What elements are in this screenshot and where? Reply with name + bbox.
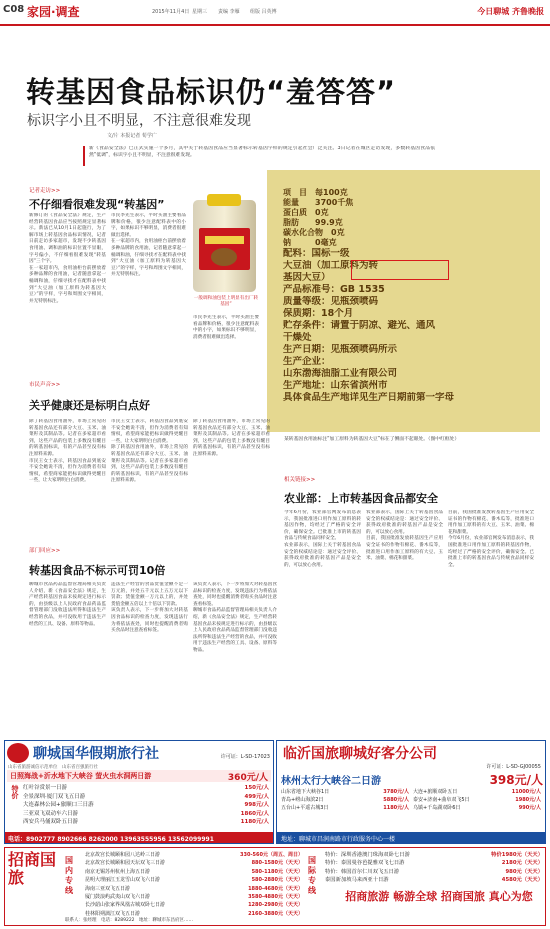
label-line: 能量 3700千焦 <box>283 198 354 207</box>
s3-col3 <box>193 582 277 730</box>
date: 2015年11月4日 <box>152 9 190 15</box>
label-line: 生产地址：山东省滨州市 <box>283 380 388 391</box>
route-row: 泰国新加坡马来西亚十日游 4580元（天天） <box>325 877 543 884</box>
subheadline: 标识字小且不明显，不注意很难发现 <box>27 113 251 129</box>
s1-col2 <box>111 213 186 373</box>
layout: 组版 吕英博 <box>250 9 277 15</box>
route-row: 泰安+济南+曲阜双飞5日 1980元/人 <box>413 797 541 803</box>
s1-p4: 市民李先生表示，平时买油主要看品牌和价格，很少注意配料表中的小字，如果标识不够明显，消费者很难做出选择。 <box>111 213 186 238</box>
s1-p4b: 市民李先生表示，平时买油主要看品牌和价格，很少注意配料表中的小字，如果标识不够明显，消费者很难做出选择。 <box>193 315 259 340</box>
related-kicker: 相关链接>> <box>284 477 316 483</box>
related-p1: 今年6月份，农业部官网发布消息表示，我国批准进口用作加工原料的转基因作物，均经过了严格的安全评价，确保安全。已批准上市的转基因食品与传统食品同样安全。 <box>284 510 361 542</box>
highlight-box <box>351 260 449 280</box>
guohua-hot-price: 360元/人 <box>227 772 268 783</box>
label-line: 保质期：18个月 <box>283 308 354 319</box>
guohua-phone-bar <box>5 832 273 843</box>
zs-slogan: 招商旅游 畅游全球 招商国旅 真心为您 <box>345 890 533 903</box>
headline: 转基因食品标识仍“羞答答” <box>26 75 397 109</box>
s3-p1: 聊城市食品药品监督管理局相关负责人介绍，新《食品安全法》规定，生产经营转基因食品未按规定进行标示的，由县级以上人民政府食品药品监督管理部门没收违法所得和违法生产经营的食品，并可没收用于违法生产经营的工具、设备、原料等物品。 <box>29 582 106 627</box>
s2-title: 关乎健康还是标明白点好 <box>29 399 150 412</box>
s3-p2: 违法生产经营的食品货值金额不足一万元的，并处五千元以上五万元以下罚款；货值金额一万元以上的，并处货值金额五倍以上十倍以下罚款。 <box>111 582 188 607</box>
s3-p3b: 该负责人表示，下一步将加大对转基因食品标识的检查力度，发现违法行为将依法查处，同时也提醒消费者购买食品时注意查看标签。 <box>193 582 277 607</box>
route-row: 南京无锡苏州杭州上海五日游 580-1180元（天天） <box>85 868 303 875</box>
intro-block <box>83 146 435 166</box>
route-row: 乌镇+千岛湖双卧6日 990元/人 <box>413 805 541 811</box>
route-row: 山东省地下大峡谷1日 3780元/人 <box>281 789 409 795</box>
related-p2: 农业部表示，国际上关于转基因食品安全的权威结论是：通过安全评价、获得政府批准的转基因产品是安全的，可以放心食用。 <box>284 542 361 568</box>
header-bar <box>0 0 550 26</box>
label-line: 质量等级：见瓶颈喷码 <box>283 296 379 307</box>
route-row: 大连+旅顺双卧五日 11000元/人 <box>413 789 541 795</box>
route-row: 西安兵马俑双卧五日游 1180元/人 <box>23 819 269 825</box>
label-line: 基因大豆） <box>283 272 331 283</box>
label-line: 配料：国标一级 <box>283 248 350 259</box>
s2-col2 <box>111 419 188 537</box>
s3-p1b: 聊城市食品药品监督管理局相关负责人介绍，新《食品安全法》规定，生产经营转基因食品未按规定进行标示的，由县级以上人民政府食品药品监督管理部门没收违法所得和违法生产经营的食品，并可没收用于违法生产经营的工具、设备、原料等物品。 <box>193 608 277 653</box>
route-row: 红叶谷赏景一日游 150元/人 <box>23 785 269 791</box>
zs-intl-routes <box>325 851 543 885</box>
s3-p3: 该负责人表示，下一步将加大对转基因食品标识的检查力度，发现违法行为将依法查处，同时也提醒消费者购买食品时注意查看标签。 <box>111 608 188 634</box>
guohua-phone: 电话：8902777 8902666 8262000 13963555956 13562099991 <box>8 836 214 843</box>
label-line: 蛋白质 0克 <box>283 208 329 217</box>
zs-tag-intl: 国际专线 <box>308 856 316 895</box>
s2-p1c: 除了转基因食用油外，市场上常见的转基因食品还有部分大豆、玉米、油菜籽及其制品等。记者在多家超市看到，这些产品的包装上多数没有醒目的转基因标识，有的产品甚至没有标注原料来源。 <box>193 419 270 457</box>
label-line: 干燥处 <box>283 332 312 343</box>
label-line: 具体食品生产地详见生产日期前第一字母 <box>283 392 455 403</box>
linyi-routes-b <box>413 788 541 812</box>
guohua-special-tag: 特价 <box>11 785 19 799</box>
linyi-hot-route: 林州太行大峡谷二日游 <box>281 776 381 787</box>
label-line: 碳水化合物 0克 <box>283 228 345 237</box>
guohua-hot <box>7 770 271 782</box>
zs-brand: 招商国旅 <box>8 850 57 887</box>
linyi-hot <box>281 771 543 788</box>
s1-p1: 新修订的《食品安全法》规定，生产经营转基因食品应当按照规定显著标示。新法已从10月1日起施行，为了解市场上转基因食品标识情况，记者日前走访多家超市，发现不少转基因食用油、调和油的标识位置不显眼，字号偏小，不仔细看很难发现“转基因”三个字。 <box>29 213 106 265</box>
ad-linyi <box>276 740 546 844</box>
intro-text: 新《食品安全法》已正式实施一个多月，其中关于转基因食品应当显著标示转基因字样的规定引起社会广泛关注。3日记者在城区走访发现，多数转基因食品依然“低调”，标识字小且不明显，不注意很难发现。 <box>89 146 435 158</box>
s2-p2: 市民王女士表示，转基因食品到底安不安全她说不清，但作为消费者有知情权，希望商家能把标识做得更醒目一些，让大家明明白白消费。 <box>29 458 106 484</box>
route-row: 特价：泰国曼谷芭提雅双飞七日游 2180元（天天） <box>325 860 543 867</box>
route-row: 全景深圳·厦门双飞五日游 499元/人 <box>23 793 269 800</box>
s1-p2b: 在一家超市内，食用油柜台前摆放着多种品牌的食用油，记者随意拿起一桶调和油，仔细寻找才在配料表中找到“大豆油（加工原料为转基因大豆）”的字样，字号和周围文字相同，并无特别标注。 <box>111 239 186 278</box>
linyi-permit: 许可证：L-SD-GJ00055 <box>486 764 541 770</box>
zs-domestic-routes <box>85 851 303 918</box>
route-row: 五台山+平遥古城3日 1180元/人 <box>281 805 409 811</box>
route-row: 特价：韩国首尔仁川双飞五日游 980元（天天） <box>325 868 543 875</box>
s2-kicker: 市民声音>> <box>29 382 61 388</box>
photo-caption-small: 一般调和油包装上明显有出厂转基因” <box>193 296 259 307</box>
related-p3b: 目前，我国批准发放转基因生产应用安全证书的作物有棉花、番木瓜等，批准进口用作加工原料的有大豆、玉米、油菜、棉花和甜菜。 <box>448 510 534 535</box>
byline: 文/片 本报记者 荀学广 <box>107 133 157 139</box>
linyi-name: 临沂国旅聊城好客分公司 <box>283 746 437 762</box>
label-photo <box>267 170 540 432</box>
route-row: 北京故宫长城颐和园天坛双飞三日游 880-1580元（天天） <box>85 860 303 867</box>
label-line: 山东渤海油脂工业有限公司 <box>283 368 398 379</box>
weekday: 星期三 <box>192 9 208 15</box>
guohua-sub: 山东省旅游诚信示范单位 山东省百强旅行社 <box>8 765 98 770</box>
linyi-routes-a <box>281 788 409 812</box>
s2-p1: 除了转基因食用油外，市场上常见的转基因食品还有部分大豆、玉米、油菜籽及其制品等。记者在多家超市看到，这些产品的包装上多数没有醒目的转基因标识，有的产品甚至没有标注原料来源。 <box>29 419 106 457</box>
s2-p1b: 除了转基因食用油外，市场上常见的转基因食品还有部分大豆、玉米、油菜籽及其制品等。记者在多家超市看到，这些产品的包装上多数没有醒目的转基因标识，有的产品甚至没有标注原料来源。 <box>111 445 188 484</box>
s1-title: 不仔细看很难发现“转基因” <box>29 198 165 211</box>
label-line: 大豆油（加工原料为转 <box>283 260 379 271</box>
route-row: 昆明大理丽江玉龙雪山双飞六日游 580-2880元（天天） <box>85 877 303 884</box>
editor: 责编 李雁 <box>218 9 240 15</box>
label-line: 生产企业： <box>283 356 331 367</box>
route-row: 厦门鼓浪屿武夷山双飞六日游 3580-4880元（天天） <box>85 894 303 901</box>
route-row: 北京故宫长城颐和园八达岭三日游 330-560元（周五、周日） <box>85 852 303 858</box>
route-row: 大连森林公园+旅顺口三日游 998元/人 <box>23 802 269 808</box>
route-row: 三亚双飞双动车六日游 1860元/人 <box>23 810 269 817</box>
s2-col3 <box>193 419 270 537</box>
ad-zhaoshang <box>4 847 546 926</box>
s1-col1 <box>29 213 106 373</box>
related-p2b: 农业部表示，国际上关于转基因食品安全的权威结论是：通过安全评价、获得政府批准的转基因产品是安全的，可以放心食用。 <box>366 510 443 535</box>
related-title: 农业部：上市转基因食品都安全 <box>284 492 438 505</box>
related-p1b: 今年6月份，农业部官网发布消息表示，我国批准进口用作加工原料的转基因作物，均经过了严格的安全评价，确保安全。已批准上市的转基因食品与传统食品同样安全。 <box>448 536 534 568</box>
s1-col3 <box>193 315 259 373</box>
related-col3 <box>448 510 534 730</box>
linyi-address-bar <box>277 832 545 843</box>
s3-col1 <box>29 582 106 730</box>
s2-p2b: 市民王女士表示，转基因食品到底安不安全她说不清，但作为消费者有知情权，希望商家能把标识做得更醒目一些，让大家明明白白消费。 <box>111 419 188 444</box>
s3-title: 转基因食品不标示可罚10倍 <box>29 564 166 577</box>
label-line: 生产日期：见瓶颈喷码所示 <box>283 344 398 355</box>
route-row: 长沙韶山张家界凤凰古城双卧七日游 1280-2980元（天天） <box>85 902 303 909</box>
route-row: 特价：深圳香港澳门珠海双卧七日游 特价1980元（天天） <box>325 852 543 858</box>
guohua-name: 聊城国华假期旅行社 <box>33 746 159 762</box>
label-line: 产品标准号：GB 1535 <box>283 284 385 295</box>
page-code: C08 <box>3 4 25 15</box>
ad-guohua <box>4 740 274 844</box>
zs-footer: 联系人：张经理 电话：8289222 地址：聊城市东昌府区…… <box>65 918 194 923</box>
label-line: 钠 0毫克 <box>283 238 337 247</box>
s3-col2 <box>111 582 188 730</box>
guohua-routes <box>23 784 269 827</box>
linyi-hot-price: 398元/人 <box>489 773 543 787</box>
label-photo-caption: 某转基因食用油标注“加工原料为转基因大豆”标在了侧面不起眼处。（图中红框处） <box>284 437 460 442</box>
linyi-address: 地址：聊城市昌润南路市行政服务中心一楼 <box>281 836 396 843</box>
label-line: 项 目 每100克 <box>283 188 348 197</box>
related-col1 <box>284 510 361 730</box>
zs-tag-domestic: 国内专线 <box>65 856 73 895</box>
guohua-permit: 许可证：L-SD-17023 <box>220 754 270 760</box>
related-col2 <box>366 510 443 730</box>
label-line: 贮存条件：请置于阴凉、避光、通风 <box>283 320 436 331</box>
paper-logo: 今日聊城 齐鲁晚报 <box>477 6 544 16</box>
oil-bottle-photo <box>193 200 256 292</box>
label-line: 脂肪 99.9克 <box>283 218 343 227</box>
related-p3: 目前，我国批准发放转基因生产应用安全证书的作物有棉花、番木瓜等，批准进口用作加工原料的有大豆、玉米、油菜、棉花和甜菜。 <box>366 536 443 562</box>
section-name: 家园·调查 <box>27 5 80 19</box>
route-row: 海南三亚双飞五日游 1880-4680元（天天） <box>85 885 303 892</box>
s2-col1 <box>29 419 106 537</box>
s1-kicker: 记者走访>> <box>29 188 61 194</box>
guohua-hot-route: 日照海战+沂水地下大峡谷 萤火虫水洞两日游 <box>10 772 152 780</box>
route-row: 青岛+崂山海滨2日 5880元/人 <box>281 797 409 803</box>
s3-kicker: 部门回应>> <box>29 548 61 554</box>
route-row: 桂林阳朔漓江双飞五日游 2160-3880元（天天） <box>85 910 303 917</box>
guohua-logo <box>7 743 29 763</box>
s1-p2: 在一家超市内，食用油柜台前摆放着多种品牌的食用油，记者随意拿起一桶调和油，仔细寻找才在配料表中找到“大豆油（加工原料为转基因大豆）”的字样，字号和周围文字相同，并无特别标注。 <box>29 265 106 304</box>
